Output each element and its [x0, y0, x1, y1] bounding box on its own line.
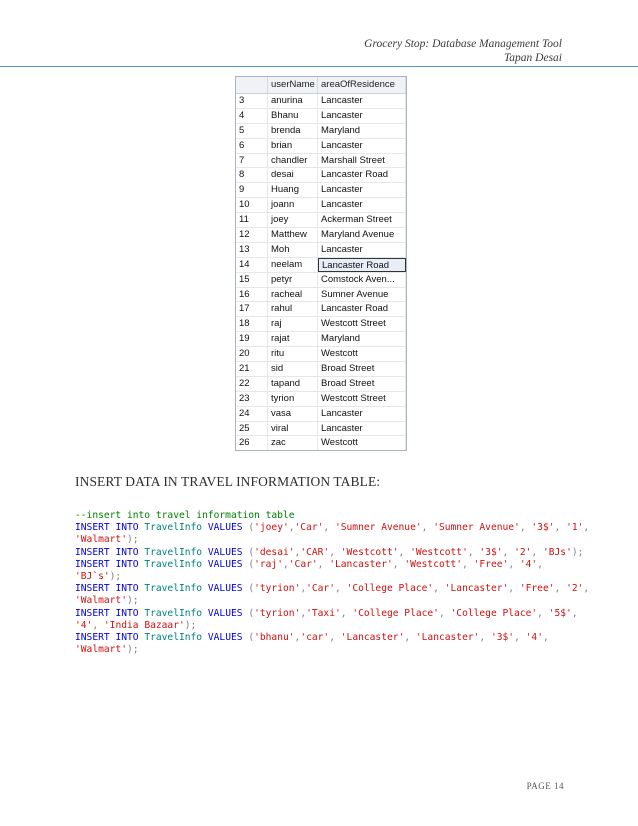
sql-table-name: TravelInfo	[144, 546, 203, 558]
username-cell[interactable]: anurina	[268, 94, 318, 108]
section-title: INSERT DATA IN TRAVEL INFORMATION TABLE:	[75, 474, 381, 489]
sql-string-value: 'Free'	[519, 583, 555, 595]
row-number-cell[interactable]: 19	[236, 332, 268, 346]
username-cell[interactable]: petyr	[268, 273, 318, 287]
page-number: PAGE 14	[526, 781, 564, 791]
table-row[interactable]	[236, 243, 406, 258]
row-number-cell[interactable]: 22	[236, 377, 268, 391]
sql-string-value: 'Lancaster'	[329, 558, 393, 570]
sql-string-value: 'BJs'	[542, 546, 572, 558]
username-cell[interactable]: tapand	[268, 377, 318, 391]
table-row[interactable]	[236, 183, 406, 198]
table-row[interactable]	[236, 273, 406, 288]
row-number-cell[interactable]: 4	[236, 109, 268, 123]
area-cell[interactable]: Comstock Aven...	[318, 273, 406, 287]
table-row[interactable]	[236, 288, 406, 303]
table-row[interactable]	[236, 109, 406, 124]
area-cell[interactable]: Westcott Street	[318, 392, 406, 406]
row-number-cell[interactable]: 20	[236, 347, 268, 361]
area-cell[interactable]: Westcott Street	[318, 317, 406, 331]
table-row[interactable]	[236, 436, 406, 451]
username-cell[interactable]: vasa	[268, 407, 318, 421]
row-number-cell[interactable]: 24	[236, 407, 268, 421]
username-cell[interactable]: chandler	[268, 154, 318, 168]
sql-keyword: INTO	[115, 522, 139, 534]
table-row[interactable]	[236, 347, 406, 362]
area-cell[interactable]: Lancaster Road	[318, 258, 406, 272]
username-cell[interactable]: Huang	[268, 183, 318, 197]
header-author: Tapan Desai	[503, 52, 562, 64]
sql-table-name: TravelInfo	[144, 583, 203, 595]
row-number-cell[interactable]: 13	[236, 243, 268, 257]
table-row[interactable]	[236, 422, 406, 437]
table-row[interactable]	[236, 124, 406, 139]
table-row[interactable]	[236, 168, 406, 183]
sql-string-value: 'Walmart'	[75, 534, 127, 546]
table-row[interactable]	[236, 213, 406, 228]
sql-keyword: VALUES	[207, 607, 243, 619]
username-cell[interactable]: joann	[268, 198, 318, 212]
row-number-cell[interactable]: 12	[236, 228, 268, 242]
sql-table-name: TravelInfo	[144, 632, 203, 644]
sql-keyword: VALUES	[207, 583, 243, 595]
username-cell[interactable]: ritu	[268, 347, 318, 361]
sql-string-value: 'joey'	[254, 522, 289, 534]
area-cell[interactable]: Maryland Avenue	[318, 228, 406, 242]
username-cell[interactable]: racheal	[268, 288, 318, 302]
sql-string-value: 'Free'	[473, 558, 509, 570]
sql-string-value: 'India Bazaar'	[103, 619, 185, 631]
sql-string-value: 'tyrion'	[254, 583, 301, 595]
sql-string-value: 'Sumner Avenue'	[334, 522, 422, 534]
row-number-cell[interactable]: 21	[236, 362, 268, 376]
table-row[interactable]	[236, 392, 406, 407]
table-row[interactable]	[236, 377, 406, 392]
sql-string-value: 'Lancaster'	[340, 632, 405, 644]
username-cell[interactable]: brian	[268, 139, 318, 153]
row-number-cell[interactable]: 14	[236, 258, 268, 272]
table-row[interactable]	[236, 198, 406, 213]
sql-string-value: '4'	[519, 558, 538, 570]
table-row[interactable]	[236, 154, 406, 169]
sql-string-value: 'Lancaster'	[415, 632, 480, 644]
area-cell[interactable]: Ackerman Street	[318, 213, 406, 227]
sql-string-value: 'bhanu'	[254, 632, 295, 644]
sql-keyword: INTO	[115, 583, 139, 595]
sql-string-value: 'Walmart'	[75, 644, 127, 656]
sql-string-value: '3$'	[490, 632, 515, 644]
row-number-cell[interactable]: 17	[236, 302, 268, 316]
page-header	[364, 37, 562, 65]
sql-string-value: 'Car'	[294, 522, 324, 534]
row-number-cell[interactable]: 7	[236, 154, 268, 168]
sql-string-value: '3$'	[479, 546, 503, 558]
table-row[interactable]	[236, 362, 406, 377]
username-cell[interactable]: neelam	[268, 258, 318, 272]
sql-string-value: 'BJ`s'	[75, 571, 110, 583]
row-number-cell[interactable]: 23	[236, 392, 268, 406]
sql-keyword: INTO	[115, 632, 139, 644]
table-row[interactable]	[236, 258, 406, 273]
area-cell[interactable]: Lancaster	[318, 243, 406, 257]
area-cell[interactable]: Lancaster Road	[318, 302, 406, 316]
row-number-cell[interactable]: 8	[236, 168, 268, 182]
area-cell[interactable]: Broad Street	[318, 362, 406, 376]
area-cell[interactable]: Marshall Street	[318, 154, 406, 168]
area-cell[interactable]: Maryland	[318, 332, 406, 346]
username-cell[interactable]: tyrion	[268, 392, 318, 406]
sql-string-value: '4'	[75, 619, 93, 631]
row-number-cell[interactable]: 18	[236, 317, 268, 331]
sql-string-value: 'College Place'	[450, 607, 538, 619]
sql-keyword: INTO	[115, 607, 139, 619]
sql-string-value: 'CAR'	[300, 546, 330, 558]
sql-string-value: '5$'	[548, 607, 572, 619]
table-row[interactable]	[236, 407, 406, 422]
area-cell[interactable]: Westcott	[318, 347, 406, 361]
area-cell[interactable]: Lancaster	[318, 109, 406, 123]
sql-string-value: 'Sumner Avenue'	[433, 522, 520, 534]
area-cell[interactable]: Lancaster	[318, 422, 406, 436]
row-number-cell[interactable]: 16	[236, 288, 268, 302]
username-cell[interactable]: Moh	[268, 243, 318, 257]
sql-string-value: 'Car'	[306, 583, 335, 595]
sql-string-value: '3$'	[531, 522, 555, 534]
area-cell[interactable]: Sumner Avenue	[318, 288, 406, 302]
sql-keyword: INSERT	[75, 546, 110, 558]
sql-keyword: VALUES	[207, 546, 243, 558]
sql-keyword: INSERT	[75, 583, 110, 595]
sql-string-value: 'car'	[300, 632, 330, 644]
username-cell[interactable]: sid	[268, 362, 318, 376]
table-row[interactable]	[236, 94, 406, 109]
sql-table-name: TravelInfo	[144, 558, 203, 570]
area-cell[interactable]: Westcott	[318, 436, 406, 450]
username-cell[interactable]: raj	[268, 317, 318, 331]
sql-string-value: '1'	[566, 522, 584, 534]
area-cell[interactable]: Lancaster	[318, 407, 406, 421]
username-cell[interactable]: brenda	[268, 124, 318, 138]
sql-keyword: INSERT	[75, 607, 110, 619]
sql-string-value: '2'	[514, 546, 532, 558]
sql-string-value: 'Car'	[288, 558, 318, 570]
area-cell[interactable]: Lancaster	[318, 94, 406, 108]
area-cell[interactable]: Lancaster	[318, 139, 406, 153]
sql-string-value: 'Lancaster'	[444, 583, 509, 595]
row-number-cell[interactable]: 25	[236, 422, 268, 436]
sql-string-value: '4'	[525, 632, 543, 644]
username-cell[interactable]: Bhanu	[268, 109, 318, 123]
grid-header-row	[236, 77, 406, 94]
sql-keyword: INSERT	[75, 632, 110, 644]
username-cell[interactable]: Matthew	[268, 228, 318, 242]
sql-keyword: INTO	[115, 558, 139, 570]
row-number-cell[interactable]: 9	[236, 183, 268, 197]
area-cell[interactable]: Lancaster Road	[318, 168, 406, 182]
area-cell[interactable]: Lancaster	[318, 198, 406, 212]
sql-string-value: 'desai'	[254, 546, 295, 558]
table-row[interactable]	[236, 228, 406, 243]
sql-keyword: INTO	[115, 546, 139, 558]
sql-string-value: 'College Place'	[346, 583, 434, 595]
table-row[interactable]	[236, 139, 406, 154]
row-number-cell[interactable]: 15	[236, 273, 268, 287]
row-number-cell[interactable]: 26	[236, 436, 268, 450]
table-row[interactable]	[236, 332, 406, 347]
sql-keyword: VALUES	[207, 632, 243, 644]
sql-string-value: 'raj'	[254, 558, 283, 570]
sql-string-value: 'Taxi'	[306, 607, 341, 619]
grid-body	[236, 94, 406, 451]
table-row[interactable]	[236, 302, 406, 317]
username-cell[interactable]: zac	[268, 436, 318, 450]
sql-code-block: --insert into travel information table INSERT INTO TravelInfo VALUES ('joey','Car', 'Sumner Avenue', 'Sumner Avenue', '3$', '1', 'Walmart'); INSERT INTO TravelInfo VALUES ('desai','CAR', 'Westcott', 'Westcott', '3$', '2', 'BJs'); INSERT INTO TravelInfo VALUES ('raj','Car', 'Lancaster', 'Westcott', 'Free', '4', 'BJ`s'); INSERT INTO TravelInfo VALUES ('tyrion','Car', 'College Place', 'Lancaster', 'Free', '2', 'Walmart'); INSERT INTO TravelInfo VALUES ('tyrion','Taxi', 'College Place', 'College Place', '5$', '4', 'India Bazaar'); INSERT INTO TravelInfo VALUES ('bhanu','car', 'Lancaster', 'Lancaster', '3$', '4', 'Walmart');	[75, 510, 590, 656]
username-cell[interactable]: joey	[268, 213, 318, 227]
grid-header-rownum[interactable]	[236, 77, 268, 93]
sql-keyword: INSERT	[75, 522, 110, 534]
row-number-cell[interactable]: 11	[236, 213, 268, 227]
sql-keyword: VALUES	[207, 522, 243, 534]
username-cell[interactable]: rahul	[268, 302, 318, 316]
results-grid	[235, 76, 407, 451]
header-rule	[0, 66, 638, 67]
sql-comment: --insert into travel information table	[75, 510, 295, 521]
sql-table-name: TravelInfo	[144, 607, 203, 619]
grid-header-area[interactable]: areaOfResidence	[318, 77, 406, 93]
row-number-cell[interactable]: 6	[236, 139, 268, 153]
row-number-cell[interactable]: 10	[236, 198, 268, 212]
row-number-cell[interactable]: 5	[236, 124, 268, 138]
sql-keyword: VALUES	[207, 558, 243, 570]
sql-string-value: 'Westcott'	[340, 546, 399, 558]
area-cell[interactable]: Maryland	[318, 124, 406, 138]
sql-string-value: '2'	[566, 583, 584, 595]
sql-table-name: TravelInfo	[144, 522, 203, 534]
sql-keyword: INSERT	[75, 558, 110, 570]
grid-header-username[interactable]: userName	[268, 77, 318, 93]
area-cell[interactable]: Broad Street	[318, 377, 406, 391]
username-cell[interactable]: viral	[268, 422, 318, 436]
username-cell[interactable]: rajat	[268, 332, 318, 346]
sql-string-value: 'College Place'	[352, 607, 439, 619]
sql-string-value: 'tyrion'	[254, 607, 301, 619]
sql-string-value: 'Walmart'	[75, 595, 127, 607]
area-cell[interactable]: Lancaster	[318, 183, 406, 197]
row-number-cell[interactable]: 3	[236, 94, 268, 108]
sql-string-value: 'Westcott'	[410, 546, 468, 558]
username-cell[interactable]: desai	[268, 168, 318, 182]
header-title: Grocery Stop: Database Management Tool	[364, 38, 562, 50]
sql-string-value: 'Westcott'	[404, 558, 463, 570]
table-row[interactable]	[236, 317, 406, 332]
